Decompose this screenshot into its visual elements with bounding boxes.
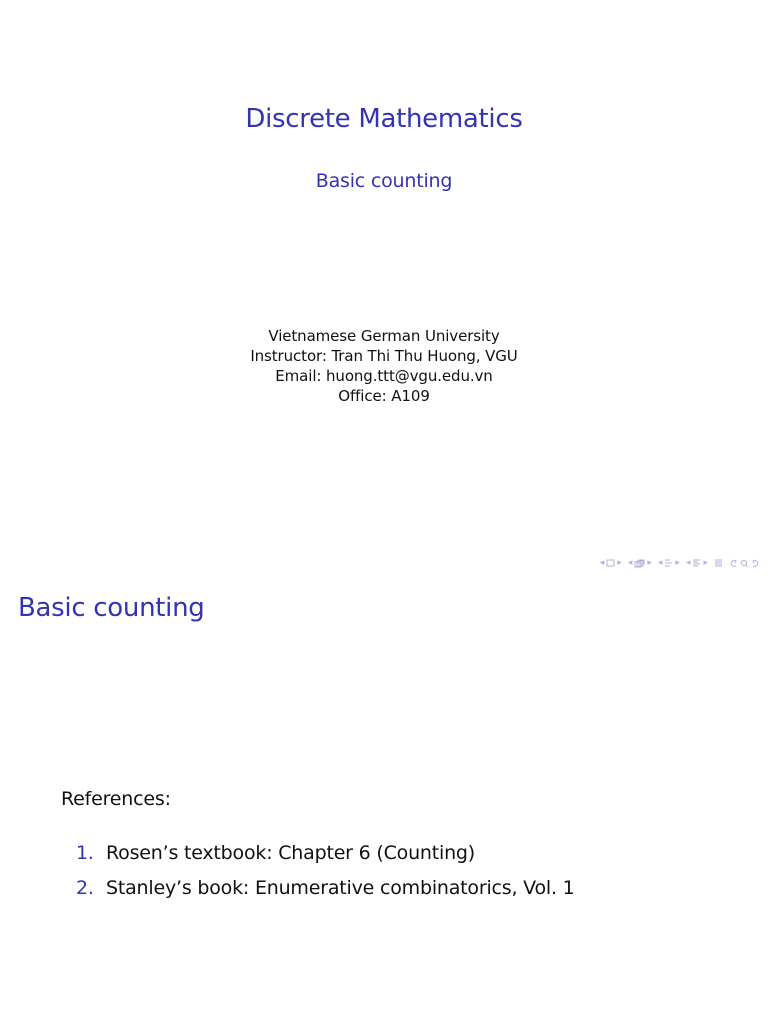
list-item-text: Rosen’s textbook: Chapter 6 (Counting) [106,842,475,864]
nav-forward-icon[interactable] [751,559,760,568]
nav-next-subsection-arrow-icon[interactable]: ▸ [675,557,680,568]
office-line: Office: A109 [338,387,430,405]
list-item-text: Stanley’s book: Enumerative combinatorics, Vol. 1 [106,877,575,899]
nav-slide-icon[interactable] [606,559,615,567]
nav-prev-slide-arrow-icon[interactable]: ◂ [599,557,605,568]
nav-subsection-icon[interactable] [664,559,673,568]
nav-next-frame-arrow-icon[interactable]: ▸ [647,557,652,568]
beamer-navigation-bar [600,553,760,573]
nav-next-section-arrow-icon[interactable]: ▸ [703,557,708,568]
search-nav-group [729,559,760,568]
email-line: Email: huong.ttt@vgu.edu.vn [275,367,493,385]
references-slide [0,576,768,1024]
nav-section-icon[interactable] [692,559,701,568]
nav-frame-icon[interactable] [634,559,645,568]
references-list [76,842,575,912]
nav-search-icon[interactable] [740,559,749,568]
nav-prev-frame-arrow-icon[interactable]: ◂ [627,557,633,568]
document-nav-group [714,559,723,568]
author-info-block [0,326,768,406]
nav-next-slide-arrow-icon[interactable]: ▸ [617,557,622,568]
frame-nav-group [628,559,652,568]
section-nav-group [686,559,708,568]
instructor-line: Instructor: Tran Thi Thu Huong, VGU [250,347,518,365]
list-item-number: 1. [76,842,94,864]
slide-nav-group [600,559,622,568]
subsection-nav-group [658,559,680,568]
nav-prev-subsection-arrow-icon[interactable]: ◂ [657,557,663,568]
references-label: References: [61,788,171,810]
presentation-title: Discrete Mathematics [245,104,523,134]
list-item [76,877,575,912]
presentation-subtitle: Basic counting [315,170,453,192]
nav-document-icon[interactable] [714,559,723,568]
nav-prev-section-arrow-icon[interactable]: ◂ [685,557,691,568]
list-item [76,842,575,877]
nav-back-icon[interactable] [729,559,738,568]
list-item-number: 2. [76,877,94,899]
university-line: Vietnamese German University [268,327,500,345]
frame-title: Basic counting [18,593,205,623]
